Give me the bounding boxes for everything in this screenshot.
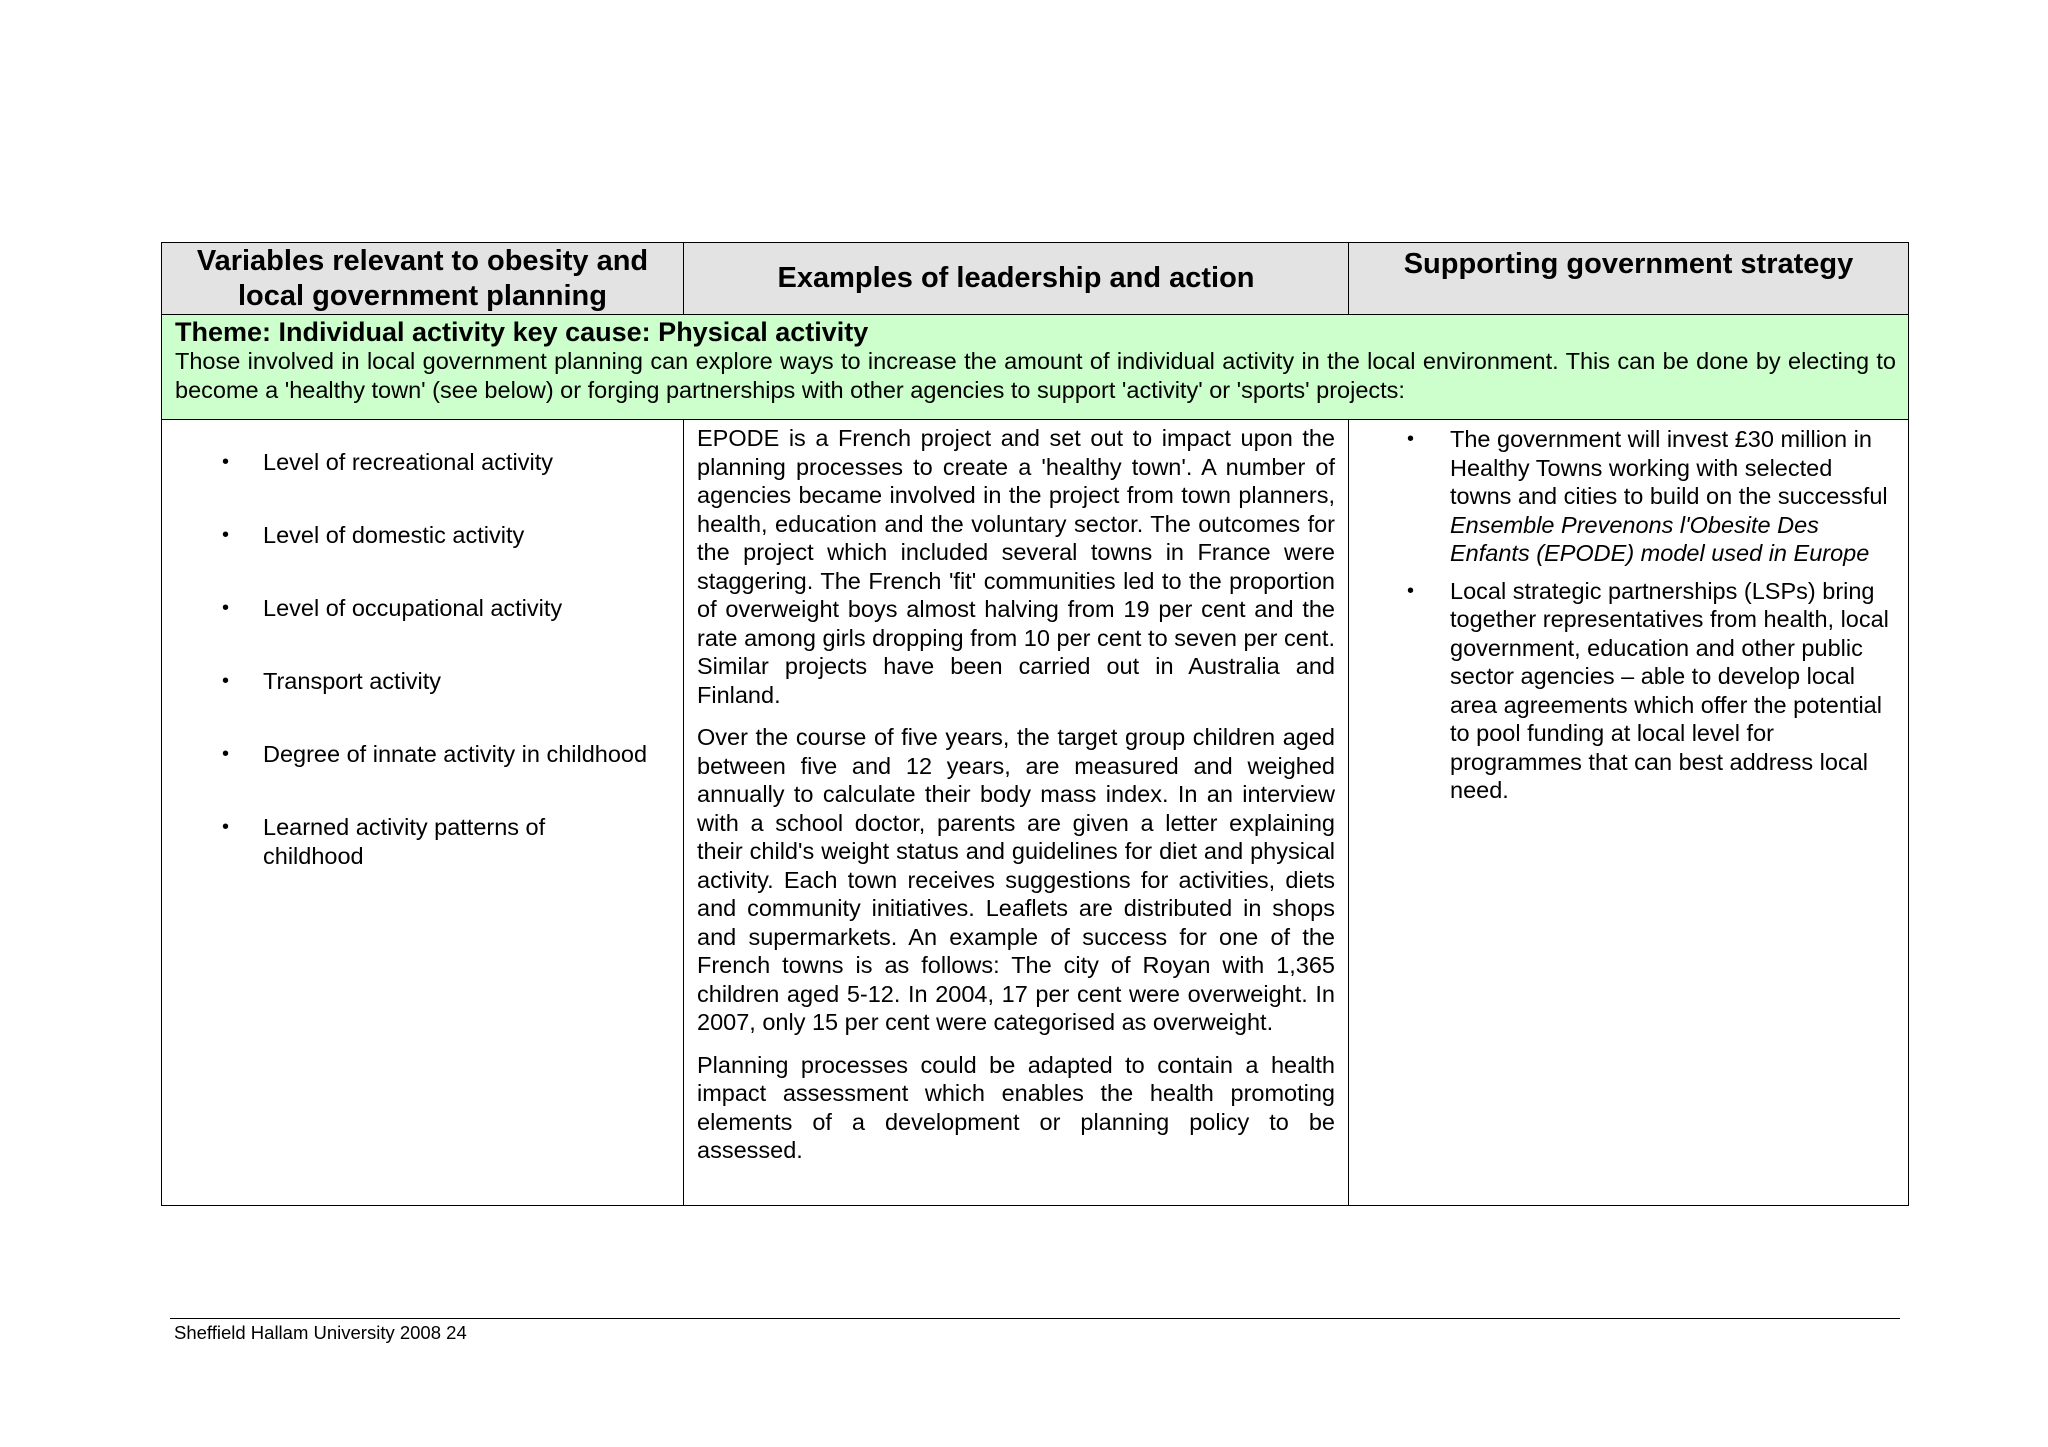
header-variables-label: Variables relevant to obesity and local government planning (196, 245, 649, 312)
bullet-icon: • (222, 743, 230, 765)
bullet-icon: • (222, 597, 230, 619)
bullet-icon: • (1407, 428, 1415, 450)
bullet-icon: • (222, 524, 230, 546)
variable-label: Learned activity patterns of childhood (263, 814, 546, 869)
strategy-cell (1349, 420, 1909, 1206)
theme-row (162, 315, 1909, 420)
theme-title: Theme: Individual activity key cause: Physical activity (175, 317, 869, 347)
footer-text: Sheffield Hallam University 2008 24 (174, 1322, 467, 1343)
variables-cell (162, 420, 684, 1206)
list-item (162, 813, 683, 871)
examples-paragraph-planning: Planning processes could be adapted to contain a health impact assessment which enables the health promoting elements of a development or planning policy to be assessed. (697, 1051, 1335, 1163)
examples-cell (684, 420, 1349, 1206)
header-row (162, 243, 1909, 315)
header-examples (684, 243, 1349, 315)
list-item (162, 594, 683, 623)
list-item (1361, 577, 1896, 805)
bullet-icon: • (222, 670, 230, 692)
theme-cell (162, 315, 1909, 420)
header-strategy-label: Supporting government strategy (1403, 248, 1854, 280)
variable-label: Level of occupational activity (263, 595, 563, 621)
bullet-icon: • (222, 451, 230, 473)
header-strategy (1349, 243, 1909, 315)
variables-list (162, 420, 683, 871)
variable-label: Degree of innate activity in childhood (263, 741, 648, 767)
variable-label: Level of recreational activity (263, 449, 553, 475)
header-variables (162, 243, 684, 315)
header-examples-label: Examples of leadership and action (777, 262, 1255, 294)
list-item (162, 740, 683, 769)
strategy-list (1361, 425, 1896, 805)
theme-description: Those involved in local government planning can explore ways to increase the amount of individual activity in the local environment. This can be done by electing to become a 'healthy town' (see below) or forging partnerships with other agencies to support 'activity' or 'sports' projects: (175, 348, 1896, 403)
strategy-item-text: The government will invest £30 million in Healthy Towns working with selected towns and cities to build on the successful (1450, 426, 1888, 509)
content-row (162, 420, 1909, 1206)
examples-paragraph-epode: EPODE is a French project and set out to impact upon the planning processes to create a 'healthy town'. A number of agencies became involved in the project from town planners, health, education and the voluntary sector. The outcomes for the project which included several towns in France were staggering. The French 'fit' communities led to the proportion of overweight boys almost halving from 19 per cent and the rate among girls dropping from 10 per cent to seven per cent. Similar projects have been carried out in Australia and Finland. (697, 425, 1335, 708)
strategy-item-italic: Ensemble Prevenons l'Obesite Des Enfants (EPODE) model used in Europe (1450, 511, 1870, 566)
list-item (162, 448, 683, 477)
list-item (1361, 425, 1896, 568)
variable-label: Transport activity (263, 668, 442, 694)
footer-divider (170, 1318, 1900, 1319)
obesity-planning-table (161, 242, 1909, 1206)
list-item (162, 521, 683, 550)
examples-paragraph-measurement: Over the course of five years, the target group children aged between five and 12 years, are measured and weighed annually to calculate their body mass index. In an interview with a school doctor, parents are given a letter explaining their child's weight status and guidelines for diet and physical activity. Each town receives suggestions for activities, diets and community initiatives. Leaflets are distributed in shops and supermarkets. An example of success for one of the French towns is as follows: The city of Royan with 1,365 children aged 5-12. In 2004, 17 per cent were overweight. In 2007, only 15 per cent were categorised as overweight. (697, 724, 1335, 1035)
bullet-icon: • (222, 816, 230, 838)
bullet-icon: • (1407, 579, 1415, 602)
variable-label: Level of domestic activity (263, 522, 525, 548)
list-item (162, 667, 683, 696)
strategy-item-text: Local strategic partnerships (LSPs) bring together representatives from health, local government, education and other public sector agencies – able to develop local area agreements which offer the potential to pool funding at local level for programmes that can best address local need. (1450, 577, 1889, 803)
